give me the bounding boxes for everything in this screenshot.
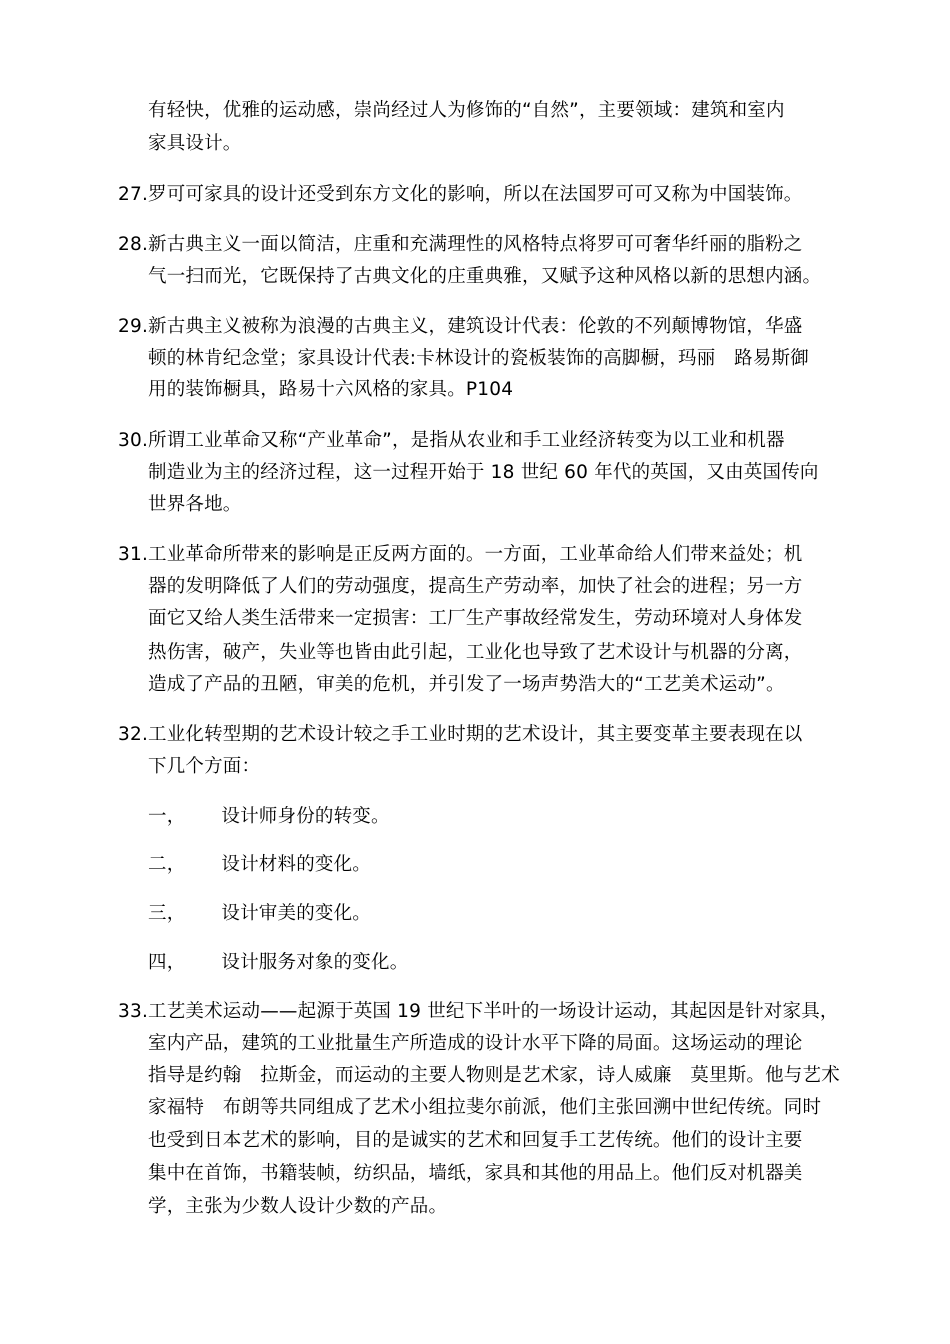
item-line: 指导是约翰 拉斯金，而运动的主要人物则是艺术家，诗人威廉 莫里斯。他与艺术 [148,1065,840,1086]
subitem [148,902,371,926]
item-line: 工业革命所带来的影响是正反两方面的。一方面，工业革命给人们带来益处；机 [148,544,803,565]
subitem-marker: 四， [148,952,186,973]
item-line: 气一扫而光，它既保持了古典文化的庄重典雅，又赋予这种风格以新的思想内涵。 [148,266,822,287]
item-number: 28. [118,234,149,255]
item-line: 器的发明降低了人们的劳动强度，提高生产劳动率，加快了社会的进程；另一方 [148,576,803,597]
subitem [148,951,408,975]
intro-line: 家具设计。 [148,133,242,154]
subitem-text: 设计师身份的转变。 [221,806,390,827]
subitem [148,805,390,829]
item-line: 也受到日本艺术的影响，目的是诚实的艺术和回复手工艺传统。他们的设计主要 [148,1130,803,1151]
item-line: 家福特 布朗等共同组成了艺术小组拉斐尔前派，他们主张回溯中世纪传统。同时 [148,1097,822,1118]
subitem-text: 设计审美的变化。 [221,903,372,924]
subitem-text: 设计材料的变化。 [221,854,372,875]
item-line: 用的装饰橱具，路易十六风格的家具。P104 [148,379,514,400]
item-line: 新古典主义一面以简洁，庄重和充满理性的风格特点将罗可可奢华纤丽的脂粉之 [148,234,803,255]
item-line: 面它又给人类生活带来一定损害：工厂生产事故经常发生，劳动环境对人身体发 [148,608,803,629]
item-number: 30. [118,430,149,451]
item-line: 世界各地。 [148,494,242,515]
item-number: 33. [118,1001,149,1022]
item-number: 31. [118,544,149,565]
subitem-marker: 一， [148,806,186,827]
subitem-marker: 三， [148,903,186,924]
item-line: 顿的林肯纪念堂；家具设计代表:卡林设计的瓷板装饰的高脚橱，玛丽 路易斯御 [148,348,809,369]
subitem-text: 设计服务对象的变化。 [221,952,409,973]
item-line: 罗可可家具的设计还受到东方文化的影响，所以在法国罗可可又称为中国装饰。 [148,184,803,205]
item-line: 造成了产品的丑陋，审美的危机，并引发了一场声势浩大的“工艺美术运动”。 [148,674,785,695]
item-number: 27. [118,184,149,205]
item-number: 32. [118,724,149,745]
item-line: 下几个方面： [148,756,261,777]
subitem [148,853,371,877]
item-line: 集中在首饰，书籍装帧，纺织品，墙纸，家具和其他的用品上。他们反对机器美 [148,1163,803,1184]
subitem-marker: 二， [148,854,186,875]
intro-line: 有轻快，优雅的运动感，崇尚经过人为修饰的“自然”，主要领域：建筑和室内 [148,100,785,121]
item-line: 学，主张为少数人设计少数的产品。 [148,1196,448,1217]
item-line: 制造业为主的经济过程，这一过程开始于 18 世纪 60 年代的英国，又由英国传向 [148,462,819,483]
item-line: 工艺美术运动——起源于英国 19 世纪下半叶的一场设计运动，其起因是针对家具， [148,1001,839,1022]
item-line: 工业化转型期的艺术设计较之手工业时期的艺术设计，其主要变革主要表现在以 [148,724,803,745]
item-line: 室内产品，建筑的工业批量生产所造成的设计水平下降的局面。这场运动的理论 [148,1033,803,1054]
item-line: 所谓工业革命又称“产业革命”，是指从农业和手工业经济转变为以工业和机器 [148,430,785,451]
item-line: 热伤害，破产，失业等也皆由此引起，工业化也导致了艺术设计与机器的分离， [148,642,803,663]
item-line: 新古典主义被称为浪漫的古典主义，建筑设计代表：伦敦的不列颠博物馆，华盛 [148,316,803,337]
item-number: 29. [118,316,149,337]
